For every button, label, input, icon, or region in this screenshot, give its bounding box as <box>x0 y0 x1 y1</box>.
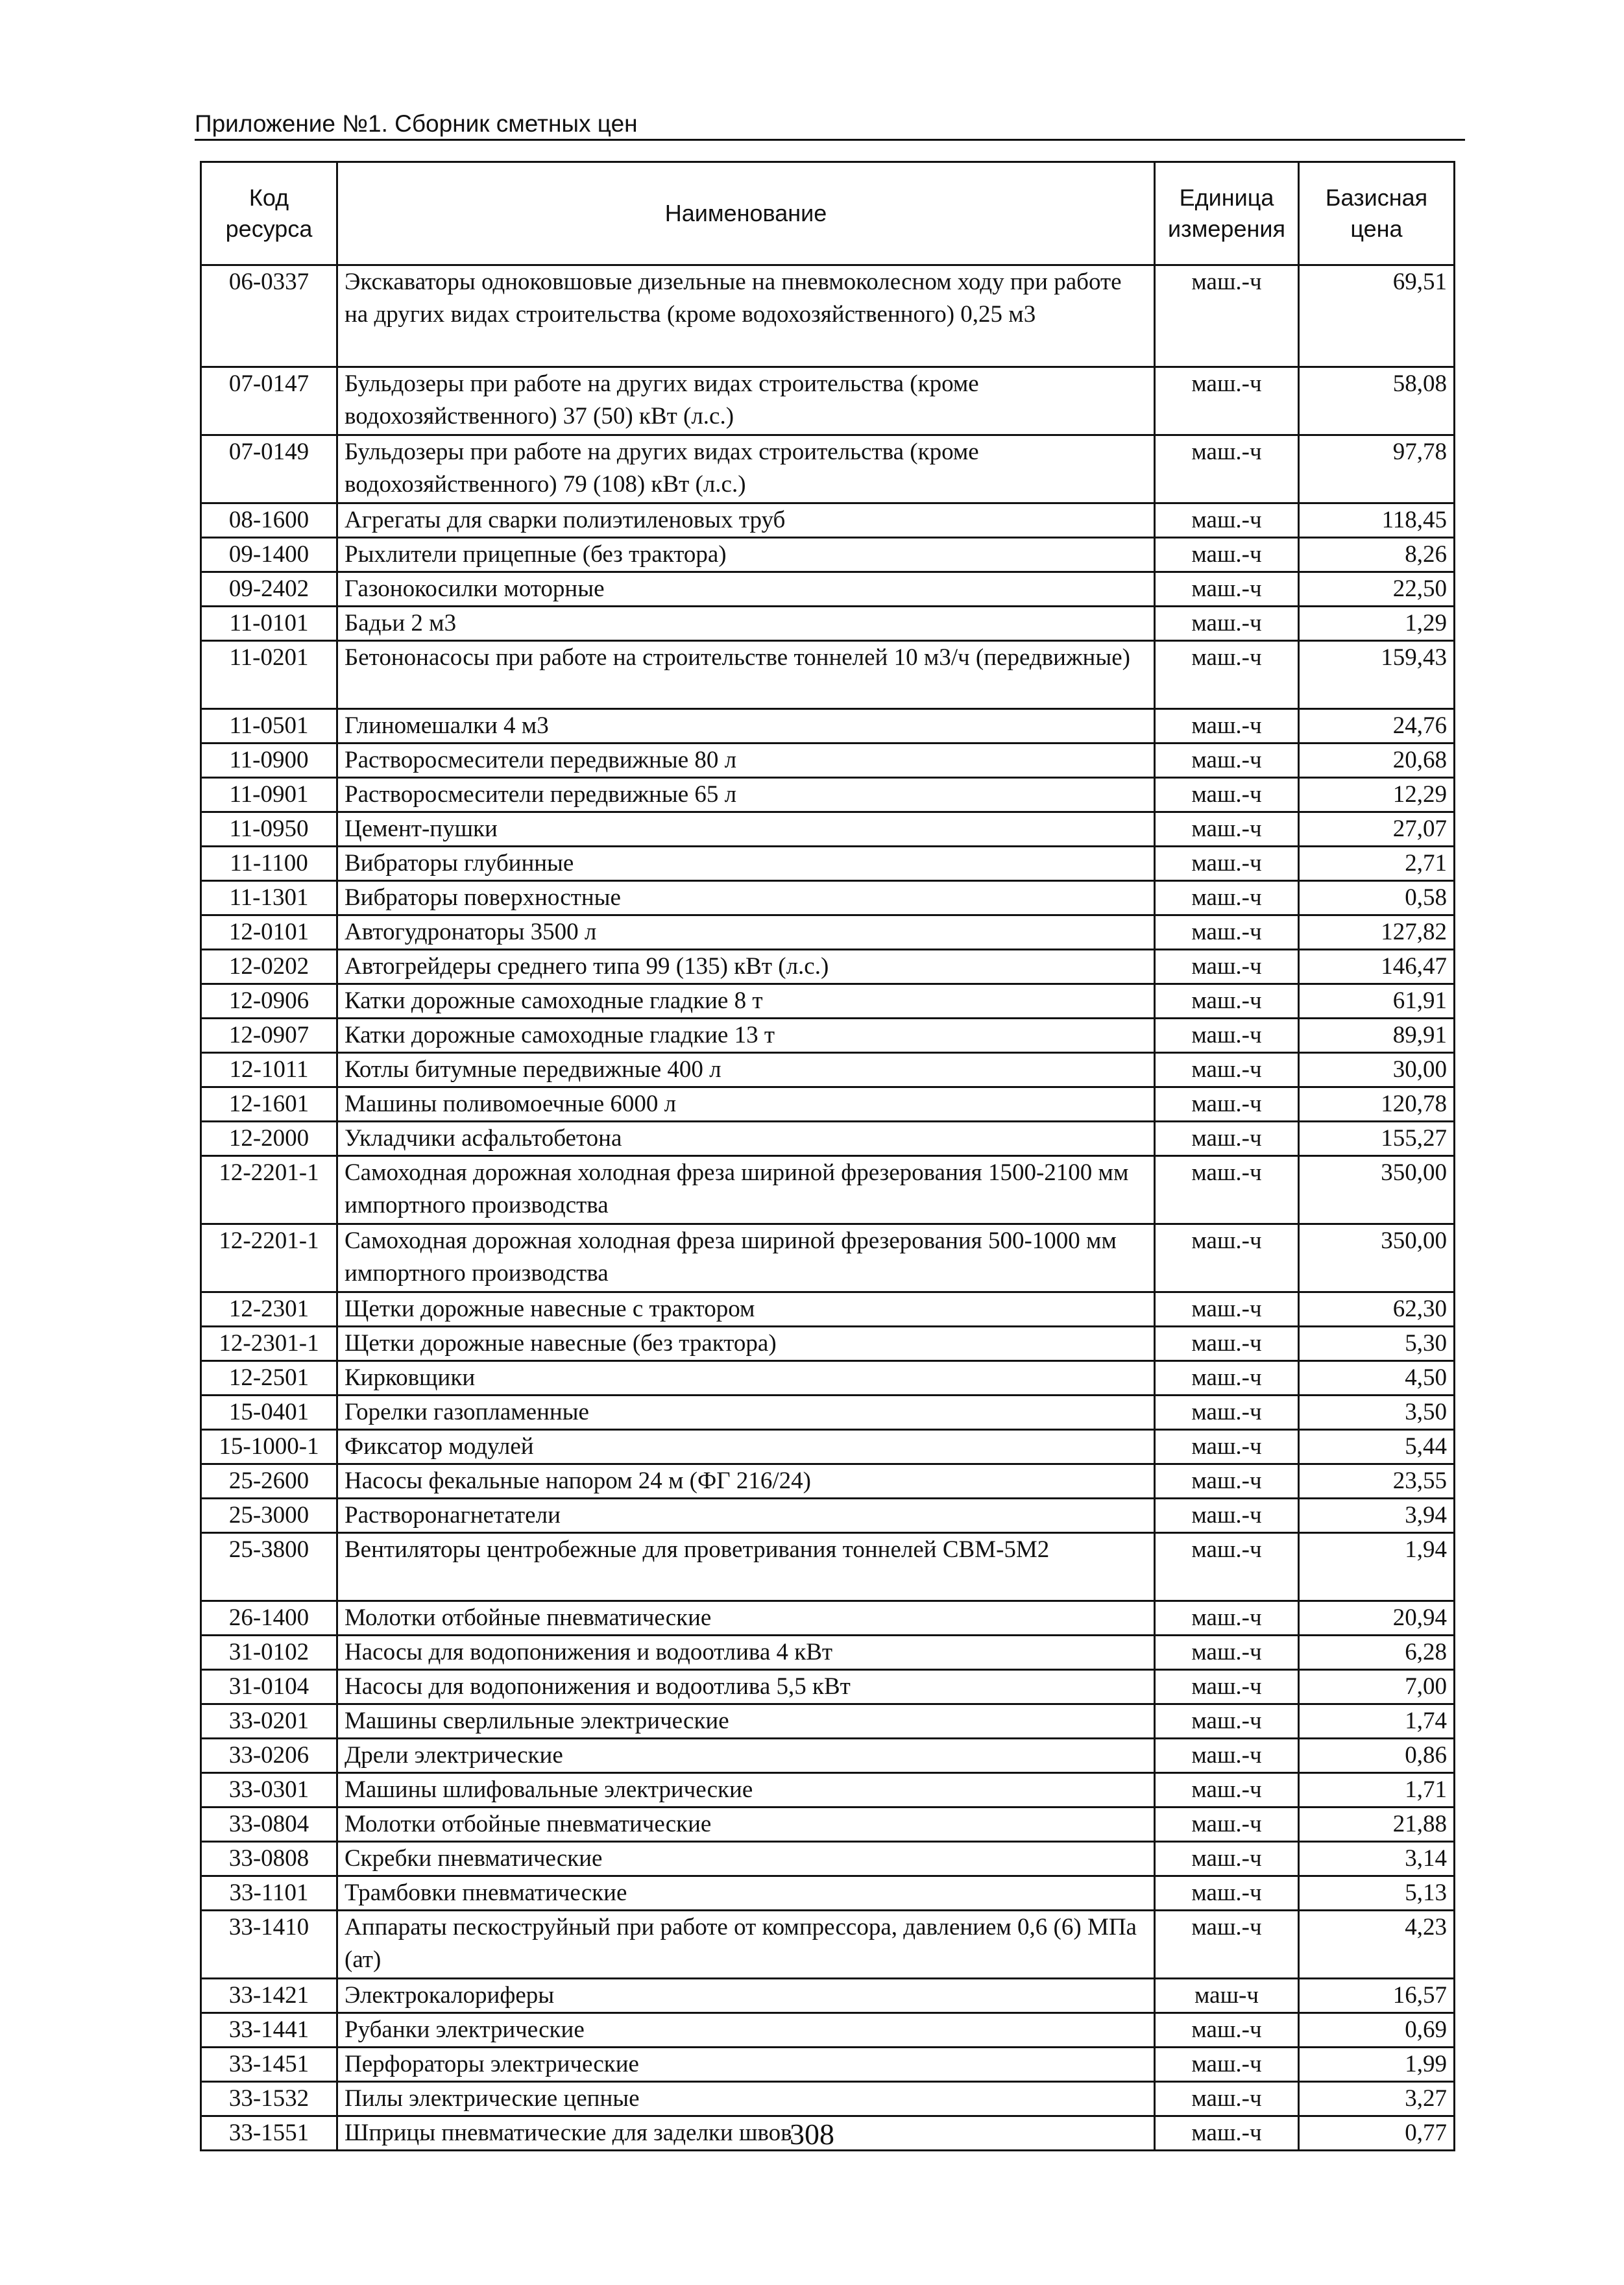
cell-name: Автогрейдеры среднего типа 99 (135) кВт (л.с.) <box>337 950 1155 984</box>
table-row <box>201 847 1455 881</box>
cell-name: Пилы электрические цепные <box>337 2082 1155 2116</box>
cell-code: 33-0206 <box>201 1739 337 1773</box>
cell-price: 3,14 <box>1299 1842 1455 1876</box>
cell-price: 4,23 <box>1299 1911 1455 1979</box>
cell-code: 25-2600 <box>201 1464 337 1499</box>
table-row <box>201 1533 1455 1601</box>
cell-unit: маш.-ч <box>1155 1739 1299 1773</box>
cell-unit: маш.-ч <box>1155 950 1299 984</box>
cell-code: 07-0149 <box>201 435 337 503</box>
cell-name: Самоходная дорожная холодная фреза шириной фрезерования 500-1000 мм импортного производства <box>337 1224 1155 1292</box>
cell-unit: маш.-ч <box>1155 2082 1299 2116</box>
cell-unit: маш.-ч <box>1155 1396 1299 1430</box>
cell-unit: маш.-ч <box>1155 1601 1299 1636</box>
table-row <box>201 1053 1455 1087</box>
cell-price: 127,82 <box>1299 915 1455 950</box>
column-header-code: Код ресурса <box>201 162 337 265</box>
cell-unit: маш.-ч <box>1155 503 1299 538</box>
cell-name: Шприцы пневматические для заделки швов <box>337 2116 1155 2151</box>
cell-name: Молотки отбойные пневматические <box>337 1807 1155 1842</box>
cell-unit: маш.-ч <box>1155 1911 1299 1979</box>
table-row <box>201 1327 1455 1361</box>
table-row <box>201 572 1455 607</box>
table-row <box>201 812 1455 847</box>
cell-price: 1,29 <box>1299 607 1455 641</box>
cell-code: 15-0401 <box>201 1396 337 1430</box>
cell-name: Агрегаты для сварки полиэтиленовых труб <box>337 503 1155 538</box>
cell-name: Щетки дорожные навесные (без трактора) <box>337 1327 1155 1361</box>
cell-name: Перфораторы электрические <box>337 2048 1155 2082</box>
cell-unit: маш.-ч <box>1155 1292 1299 1327</box>
cell-unit: маш.-ч <box>1155 607 1299 641</box>
cell-price: 62,30 <box>1299 1292 1455 1327</box>
cell-name: Фиксатор модулей <box>337 1430 1155 1464</box>
table-row <box>201 778 1455 812</box>
table-row <box>201 1019 1455 1053</box>
table-row <box>201 1156 1455 1224</box>
table-row <box>201 367 1455 435</box>
table-row <box>201 265 1455 367</box>
table-row <box>201 915 1455 950</box>
cell-name: Катки дорожные самоходные гладкие 8 т <box>337 984 1155 1019</box>
cell-unit: маш.-ч <box>1155 1122 1299 1156</box>
cell-name: Рыхлители прицепные (без трактора) <box>337 538 1155 572</box>
cell-code: 12-2501 <box>201 1361 337 1396</box>
cell-price: 1,94 <box>1299 1533 1455 1601</box>
cell-price: 350,00 <box>1299 1224 1455 1292</box>
table-row <box>201 950 1455 984</box>
cell-unit: маш.-ч <box>1155 1636 1299 1670</box>
table-row <box>201 2048 1455 2082</box>
table-row <box>201 538 1455 572</box>
cell-name: Бадьи 2 м3 <box>337 607 1155 641</box>
cell-code: 12-2201-1 <box>201 1156 337 1224</box>
cell-unit: маш.-ч <box>1155 2048 1299 2082</box>
column-header-name: Наименование <box>337 162 1155 265</box>
cell-code: 33-1532 <box>201 2082 337 2116</box>
cell-code: 33-0301 <box>201 1773 337 1807</box>
cell-code: 31-0104 <box>201 1670 337 1704</box>
cell-price: 146,47 <box>1299 950 1455 984</box>
cell-unit: маш.-ч <box>1155 1704 1299 1739</box>
cell-code: 06-0337 <box>201 265 337 367</box>
cell-code: 09-2402 <box>201 572 337 607</box>
cell-price: 1,74 <box>1299 1704 1455 1739</box>
table-row <box>201 1704 1455 1739</box>
cell-price: 5,44 <box>1299 1430 1455 1464</box>
cell-price: 23,55 <box>1299 1464 1455 1499</box>
cell-code: 26-1400 <box>201 1601 337 1636</box>
cell-name: Горелки газопламенные <box>337 1396 1155 1430</box>
cell-code: 33-1451 <box>201 2048 337 2082</box>
cell-price: 4,50 <box>1299 1361 1455 1396</box>
cell-name: Автогудронаторы 3500 л <box>337 915 1155 950</box>
cell-code: 33-1551 <box>201 2116 337 2151</box>
cell-name: Укладчики асфальтобетона <box>337 1122 1155 1156</box>
cell-price: 1,71 <box>1299 1773 1455 1807</box>
cell-code: 12-1011 <box>201 1053 337 1087</box>
table-row <box>201 641 1455 709</box>
cell-unit: маш.-ч <box>1155 1807 1299 1842</box>
cell-code: 12-2000 <box>201 1122 337 1156</box>
cell-price: 61,91 <box>1299 984 1455 1019</box>
cell-price: 3,27 <box>1299 2082 1455 2116</box>
cell-code: 11-0201 <box>201 641 337 709</box>
page-number: 308 <box>790 2118 834 2151</box>
page-header <box>195 109 1465 141</box>
cell-code: 12-2301-1 <box>201 1327 337 1361</box>
cell-price: 30,00 <box>1299 1053 1455 1087</box>
cell-unit: маш.-ч <box>1155 1019 1299 1053</box>
cell-code: 33-0808 <box>201 1842 337 1876</box>
cell-price: 22,50 <box>1299 572 1455 607</box>
price-table <box>200 161 1455 2151</box>
cell-unit: маш.-ч <box>1155 1224 1299 1292</box>
cell-unit: маш.-ч <box>1155 1670 1299 1704</box>
cell-price: 12,29 <box>1299 778 1455 812</box>
cell-price: 21,88 <box>1299 1807 1455 1842</box>
cell-name: Электрокалориферы <box>337 1979 1155 2013</box>
cell-name: Самоходная дорожная холодная фреза шириной фрезерования 1500-2100 мм импортного производства <box>337 1156 1155 1224</box>
cell-code: 33-1101 <box>201 1876 337 1911</box>
table-row <box>201 2082 1455 2116</box>
cell-code: 12-1601 <box>201 1087 337 1122</box>
table-row <box>201 2013 1455 2048</box>
cell-price: 6,28 <box>1299 1636 1455 1670</box>
cell-code: 12-0101 <box>201 915 337 950</box>
table-row <box>201 503 1455 538</box>
table-row <box>201 984 1455 1019</box>
cell-name: Насосы фекальные напором 24 м (ФГ 216/24) <box>337 1464 1155 1499</box>
cell-unit: маш.-ч <box>1155 1464 1299 1499</box>
table-row <box>201 1739 1455 1773</box>
cell-code: 33-1410 <box>201 1911 337 1979</box>
table-body <box>201 265 1455 2151</box>
cell-price: 5,30 <box>1299 1327 1455 1361</box>
cell-name: Машины поливомоечные 6000 л <box>337 1087 1155 1122</box>
table-row <box>201 1842 1455 1876</box>
cell-name: Бульдозеры при работе на других видах строительства (кроме водохозяйственного) 37 (50) кВт (л.с.) <box>337 367 1155 435</box>
cell-name: Растворонагнетатели <box>337 1499 1155 1533</box>
table-row <box>201 1430 1455 1464</box>
cell-name: Газонокосилки моторные <box>337 572 1155 607</box>
cell-unit: маш.-ч <box>1155 984 1299 1019</box>
cell-unit: маш.-ч <box>1155 641 1299 709</box>
table-row <box>201 1087 1455 1122</box>
cell-code: 12-0907 <box>201 1019 337 1053</box>
cell-unit: маш.-ч <box>1155 709 1299 744</box>
table-row <box>201 607 1455 641</box>
cell-price: 0,86 <box>1299 1739 1455 1773</box>
page-title: Приложение №1. Сборник сметных цен <box>195 110 638 137</box>
cell-name: Глиномешалки 4 м3 <box>337 709 1155 744</box>
cell-name: Молотки отбойные пневматические <box>337 1601 1155 1636</box>
cell-price: 1,99 <box>1299 2048 1455 2082</box>
table-row <box>201 1464 1455 1499</box>
cell-price: 7,00 <box>1299 1670 1455 1704</box>
cell-price: 155,27 <box>1299 1122 1455 1156</box>
cell-code: 09-1400 <box>201 538 337 572</box>
cell-price: 20,68 <box>1299 744 1455 778</box>
cell-code: 12-2301 <box>201 1292 337 1327</box>
cell-unit: маш.-ч <box>1155 744 1299 778</box>
cell-code: 08-1600 <box>201 503 337 538</box>
cell-price: 69,51 <box>1299 265 1455 367</box>
table-row <box>201 1876 1455 1911</box>
table-row <box>201 1979 1455 2013</box>
table-row <box>201 1601 1455 1636</box>
table-row <box>201 1911 1455 1979</box>
cell-price: 0,77 <box>1299 2116 1455 2151</box>
cell-code: 12-2201-1 <box>201 1224 337 1292</box>
cell-name: Машины сверлильные электрические <box>337 1704 1155 1739</box>
cell-name: Вентиляторы центробежные для проветривания тоннелей СВМ-5М2 <box>337 1533 1155 1601</box>
cell-code: 12-0906 <box>201 984 337 1019</box>
column-header-price: Базисная цена <box>1299 162 1455 265</box>
table-row <box>201 1773 1455 1807</box>
cell-unit: маш.-ч <box>1155 2013 1299 2048</box>
cell-name: Вибраторы глубинные <box>337 847 1155 881</box>
table-row <box>201 1361 1455 1396</box>
cell-code: 33-1441 <box>201 2013 337 2048</box>
cell-name: Дрели электрические <box>337 1739 1155 1773</box>
cell-code: 33-0201 <box>201 1704 337 1739</box>
cell-name: Растворосмесители передвижные 65 л <box>337 778 1155 812</box>
cell-price: 159,43 <box>1299 641 1455 709</box>
cell-code: 11-0900 <box>201 744 337 778</box>
cell-price: 58,08 <box>1299 367 1455 435</box>
cell-unit: маш.-ч <box>1155 847 1299 881</box>
column-header-unit: Единица измерения <box>1155 162 1299 265</box>
cell-name: Рубанки электрические <box>337 2013 1155 2048</box>
cell-unit: маш.-ч <box>1155 1533 1299 1601</box>
cell-unit: маш.-ч <box>1155 1773 1299 1807</box>
cell-name: Кирковщики <box>337 1361 1155 1396</box>
cell-name: Экскаваторы одноковшовые дизельные на пневмоколесном ходу при работе на других видах строительства (кроме водохозяйственного) 0,25 м3 <box>337 265 1155 367</box>
cell-code: 25-3800 <box>201 1533 337 1601</box>
cell-code: 11-1100 <box>201 847 337 881</box>
cell-price: 97,78 <box>1299 435 1455 503</box>
cell-unit: маш.-ч <box>1155 572 1299 607</box>
cell-name: Бульдозеры при работе на других видах строительства (кроме водохозяйственного) 79 (108) кВт (л.с.) <box>337 435 1155 503</box>
cell-price: 3,50 <box>1299 1396 1455 1430</box>
cell-unit: маш.-ч <box>1155 435 1299 503</box>
cell-price: 3,94 <box>1299 1499 1455 1533</box>
cell-unit: маш.-ч <box>1155 367 1299 435</box>
cell-unit: маш.-ч <box>1155 1327 1299 1361</box>
table-row <box>201 1122 1455 1156</box>
table-row <box>201 1396 1455 1430</box>
cell-price: 24,76 <box>1299 709 1455 744</box>
cell-unit: маш.-ч <box>1155 1361 1299 1396</box>
cell-name: Щетки дорожные навесные с трактором <box>337 1292 1155 1327</box>
cell-price: 16,57 <box>1299 1979 1455 2013</box>
table-row <box>201 1636 1455 1670</box>
cell-unit: маш.-ч <box>1155 1053 1299 1087</box>
table-row <box>201 881 1455 915</box>
cell-code: 11-0501 <box>201 709 337 744</box>
cell-unit: маш.-ч <box>1155 1156 1299 1224</box>
cell-code: 25-3000 <box>201 1499 337 1533</box>
cell-unit: маш-ч <box>1155 1979 1299 2013</box>
cell-name: Вибраторы поверхностные <box>337 881 1155 915</box>
cell-unit: маш.-ч <box>1155 915 1299 950</box>
cell-name: Бетононасосы при работе на строительстве тоннелей 10 м3/ч (передвижные) <box>337 641 1155 709</box>
cell-name: Аппараты пескоструйный при работе от компрессора, давлением 0,6 (6) МПа (ат) <box>337 1911 1155 1979</box>
cell-code: 07-0147 <box>201 367 337 435</box>
cell-unit: маш.-ч <box>1155 1876 1299 1911</box>
cell-code: 31-0102 <box>201 1636 337 1670</box>
table-row <box>201 1224 1455 1292</box>
cell-price: 118,45 <box>1299 503 1455 538</box>
cell-name: Машины шлифовальные электрические <box>337 1773 1155 1807</box>
cell-code: 33-1421 <box>201 1979 337 2013</box>
cell-code: 12-0202 <box>201 950 337 984</box>
cell-unit: маш.-ч <box>1155 1499 1299 1533</box>
cell-price: 2,71 <box>1299 847 1455 881</box>
cell-unit: маш.-ч <box>1155 881 1299 915</box>
table-row <box>201 435 1455 503</box>
cell-price: 8,26 <box>1299 538 1455 572</box>
cell-unit: маш.-ч <box>1155 778 1299 812</box>
cell-price: 120,78 <box>1299 1087 1455 1122</box>
cell-name: Насосы для водопонижения и водоотлива 4 кВт <box>337 1636 1155 1670</box>
cell-code: 15-1000-1 <box>201 1430 337 1464</box>
cell-unit: маш.-ч <box>1155 265 1299 367</box>
cell-code: 11-1301 <box>201 881 337 915</box>
table-row <box>201 1670 1455 1704</box>
cell-price: 5,13 <box>1299 1876 1455 1911</box>
cell-name: Трамбовки пневматические <box>337 1876 1155 1911</box>
cell-price: 20,94 <box>1299 1601 1455 1636</box>
cell-code: 11-0901 <box>201 778 337 812</box>
cell-name: Насосы для водопонижения и водоотлива 5,5 кВт <box>337 1670 1155 1704</box>
cell-unit: маш.-ч <box>1155 1087 1299 1122</box>
cell-name: Цемент-пушки <box>337 812 1155 847</box>
cell-name: Растворосмесители передвижные 80 л <box>337 744 1155 778</box>
cell-price: 350,00 <box>1299 1156 1455 1224</box>
cell-name: Катки дорожные самоходные гладкие 13 т <box>337 1019 1155 1053</box>
cell-code: 11-0950 <box>201 812 337 847</box>
table-header-row <box>201 162 1455 265</box>
cell-unit: маш.-ч <box>1155 812 1299 847</box>
cell-unit: маш.-ч <box>1155 538 1299 572</box>
table-row <box>201 1807 1455 1842</box>
cell-name: Котлы битумные передвижные 400 л <box>337 1053 1155 1087</box>
cell-price: 0,58 <box>1299 881 1455 915</box>
cell-code: 33-0804 <box>201 1807 337 1842</box>
cell-price: 89,91 <box>1299 1019 1455 1053</box>
cell-price: 27,07 <box>1299 812 1455 847</box>
table-row <box>201 709 1455 744</box>
cell-price: 0,69 <box>1299 2013 1455 2048</box>
table-row <box>201 744 1455 778</box>
cell-name: Скребки пневматические <box>337 1842 1155 1876</box>
cell-unit: маш.-ч <box>1155 2116 1299 2151</box>
cell-unit: маш.-ч <box>1155 1430 1299 1464</box>
table-row <box>201 1499 1455 1533</box>
cell-code: 11-0101 <box>201 607 337 641</box>
table-row <box>201 1292 1455 1327</box>
cell-unit: маш.-ч <box>1155 1842 1299 1876</box>
